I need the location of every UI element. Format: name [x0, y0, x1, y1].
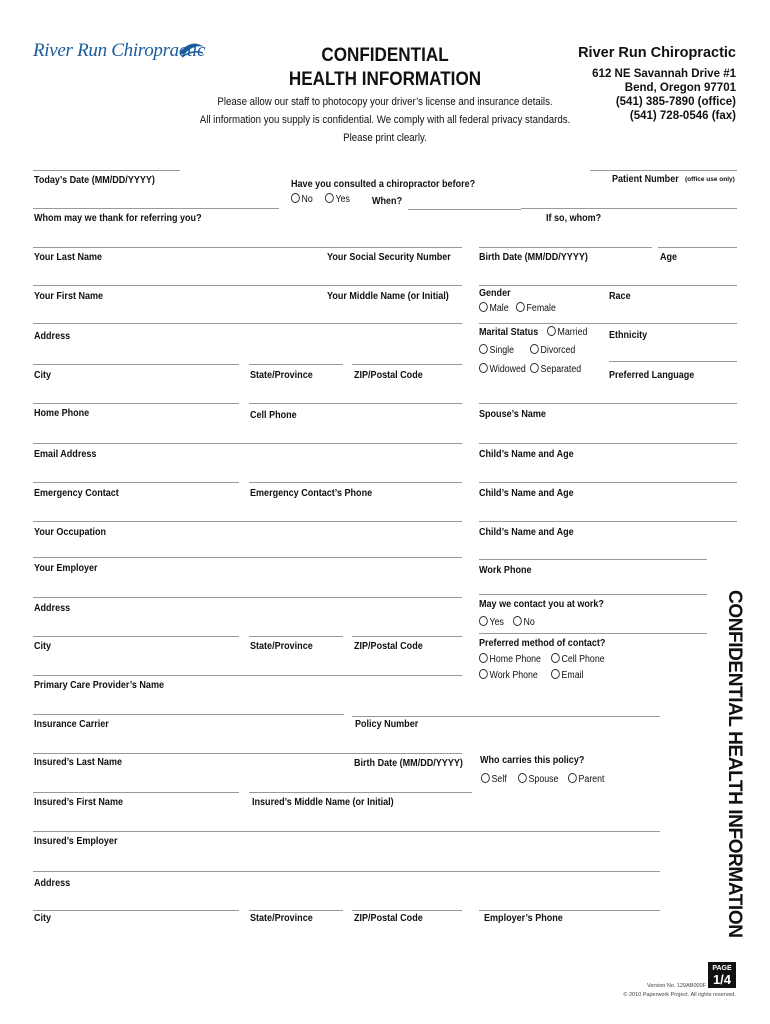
clinic-phone: (541) 385-7890 (office): [615, 96, 736, 108]
marital-status-label: Marital Status: [479, 326, 539, 338]
policy-number-label: Policy Number: [355, 718, 419, 730]
child3-field[interactable]: [479, 521, 737, 522]
spouse-name-field[interactable]: [479, 403, 737, 404]
page-badge: [708, 962, 736, 988]
address-field[interactable]: [33, 323, 462, 324]
emergency-contact-field[interactable]: [33, 482, 239, 483]
birth-date-field[interactable]: [479, 247, 652, 248]
marital-divorced-option[interactable]: Divorced: [530, 344, 575, 356]
radio-circle-icon[interactable]: [551, 653, 560, 663]
insured-zip-label: ZIP/Postal Code: [354, 912, 423, 924]
employer-label: Your Employer: [34, 562, 98, 574]
radio-circle-icon[interactable]: [479, 653, 488, 663]
page-word: PAGE: [712, 965, 732, 972]
radio-circle-icon[interactable]: [518, 773, 527, 783]
cell-phone-field[interactable]: [249, 403, 462, 404]
radio-circle-icon[interactable]: [530, 363, 539, 373]
preferred-language-label: Preferred Language: [609, 369, 695, 381]
clinic-fax: (541) 728-0546 (fax): [629, 110, 736, 122]
who-carries-question: Who carries this policy?: [480, 754, 585, 766]
todays-date-label: Today’s Date (MM/DD/YYYY): [34, 174, 155, 186]
carrier-parent-option[interactable]: Parent: [568, 773, 604, 785]
radio-circle-icon[interactable]: [479, 302, 488, 312]
insurance-carrier-label: Insurance Carrier: [34, 718, 109, 730]
employer-zip-field[interactable]: [352, 636, 462, 637]
spouse-name-label: Spouse’s Name: [479, 408, 546, 420]
insurance-carrier-field[interactable]: [33, 714, 344, 715]
radio-circle-icon[interactable]: [479, 669, 488, 679]
employer-address-label: Address: [34, 602, 71, 614]
logo-swoosh-icon: [178, 41, 206, 61]
referring-label: Whom may we thank for referring you?: [34, 212, 202, 224]
employer-city-label: City: [34, 640, 52, 652]
referring-field[interactable]: [33, 208, 279, 209]
home-phone-label: Home Phone: [34, 407, 90, 419]
todays-date-field[interactable]: [33, 170, 180, 171]
radio-circle-icon[interactable]: [479, 363, 488, 373]
middle-name-label: Your Middle Name (or Initial): [327, 290, 449, 302]
work-phone-label: Work Phone: [479, 564, 532, 576]
child3-label: Child’s Name and Age: [479, 526, 574, 538]
employer-zip-label: ZIP/Postal Code: [354, 640, 423, 652]
radio-circle-icon[interactable]: [551, 669, 560, 679]
patient-number-label: Patient Number: [612, 173, 679, 185]
insured-employer-field[interactable]: [33, 831, 660, 832]
contact-cell-phone-option[interactable]: Cell Phone: [551, 653, 605, 665]
emergency-contact-label: Emergency Contact: [34, 487, 119, 499]
radio-circle-icon[interactable]: [291, 193, 300, 203]
insured-last-name-field[interactable]: [33, 753, 462, 754]
emergency-phone-field[interactable]: [249, 482, 462, 483]
first-name-label: Your First Name: [34, 290, 104, 302]
age-field[interactable]: [658, 247, 737, 248]
contact-work-yes-option[interactable]: Yes: [479, 616, 504, 628]
insured-zip-field[interactable]: [352, 910, 462, 911]
state-label: State/Province: [250, 369, 313, 381]
clinic-logo: River Run Chiropractic: [33, 40, 206, 61]
insured-birth-date-label: Birth Date (MM/DD/YYYY): [354, 757, 463, 769]
city-label: City: [34, 369, 52, 381]
employer-phone-field[interactable]: [479, 910, 660, 911]
child1-label: Child’s Name and Age: [479, 448, 574, 460]
version-note: Version No. 129AB000F: [646, 983, 706, 989]
intro-line2: All information you supply is confidential. We comply with all federal privacy standards.: [199, 114, 571, 126]
first-name-field[interactable]: [33, 285, 462, 286]
cell-phone-label: Cell Phone: [250, 409, 297, 421]
insured-address-label: Address: [34, 877, 71, 889]
if-so-label: If so, whom?: [546, 212, 602, 224]
patient-number-field[interactable]: [590, 170, 737, 171]
form-title-line2: HEALTH INFORMATION: [288, 69, 482, 90]
occupation-field[interactable]: [33, 521, 462, 522]
radio-circle-icon[interactable]: [530, 344, 539, 354]
policy-number-field[interactable]: [352, 716, 660, 717]
intro-line1: Please allow our staff to photocopy your driver’s license and insurance details.: [217, 96, 553, 108]
employer-city-field[interactable]: [33, 636, 239, 637]
contact-at-work-question: May we contact you at work?: [479, 598, 604, 610]
office-use-note: (office use only): [685, 176, 735, 183]
email-label: Email Address: [34, 448, 97, 460]
clinic-city: Bend, Oregon 97701: [624, 82, 736, 94]
contact-work-no-option[interactable]: No: [513, 616, 535, 628]
birth-date-label: Birth Date (MM/DD/YYYY): [479, 251, 588, 263]
marital-ethnicity-divider: [479, 323, 737, 324]
ssn-field[interactable]: [321, 247, 462, 248]
pcp-label: Primary Care Provider’s Name: [34, 679, 165, 691]
preferred-contact-question: Preferred method of contact?: [479, 637, 606, 649]
employer-phone-label: Employer’s Phone: [484, 912, 563, 924]
insured-first-name-label: Insured’s First Name: [34, 796, 123, 808]
marital-separated-option[interactable]: Separated: [530, 363, 581, 375]
child1-field[interactable]: [479, 443, 737, 444]
pcp-field[interactable]: [33, 675, 462, 676]
emergency-phone-label: Emergency Contact’s Phone: [250, 487, 373, 499]
radio-circle-icon[interactable]: [516, 302, 525, 312]
consulted-yes-option[interactable]: Yes: [325, 193, 350, 205]
city-field[interactable]: [33, 364, 239, 365]
marital-married-option[interactable]: Married: [547, 326, 587, 338]
gender-race-divider: [479, 285, 737, 286]
clinic-name: River Run Chiropractic: [578, 45, 736, 61]
consulted-question: Have you consulted a chiropractor before?: [291, 178, 476, 190]
copyright-note: © 2010 Paperwork Project. All rights reserved.: [623, 992, 736, 998]
carrier-spouse-option[interactable]: Spouse: [518, 773, 558, 785]
age-label: Age: [660, 251, 678, 263]
radio-circle-icon[interactable]: [513, 616, 522, 626]
form-title-line1: CONFIDENTIAL: [321, 45, 449, 66]
side-title-text: CONFIDENTIAL HEALTH INFORMATION: [724, 590, 745, 938]
last-name-label: Your Last Name: [34, 251, 103, 263]
insured-address-field[interactable]: [33, 871, 660, 872]
ethnicity-label: Ethnicity: [609, 329, 648, 341]
radio-circle-icon[interactable]: [479, 344, 488, 354]
insured-employer-label: Insured’s Employer: [34, 835, 118, 847]
radio-circle-icon[interactable]: [481, 773, 490, 783]
ssn-label: Your Social Security Number: [327, 251, 451, 263]
home-phone-field[interactable]: [33, 403, 239, 404]
gender-male-option[interactable]: Male: [479, 302, 509, 314]
employer-field[interactable]: [33, 557, 462, 558]
child2-label: Child’s Name and Age: [479, 487, 574, 499]
child2-field[interactable]: [479, 482, 737, 483]
when-field[interactable]: [408, 209, 521, 210]
contact-at-work-divider: [479, 594, 707, 595]
contact-home-phone-option[interactable]: Home Phone: [479, 653, 541, 665]
contact-email-option[interactable]: Email: [551, 669, 584, 681]
clinic-street: 612 NE Savannah Drive #1: [592, 68, 736, 80]
employer-address-field[interactable]: [33, 597, 462, 598]
employer-state-field[interactable]: [249, 636, 343, 637]
employer-state-label: State/Province: [250, 640, 313, 652]
race-label: Race: [609, 290, 631, 302]
insured-state-label: State/Province: [250, 912, 313, 924]
address-label: Address: [34, 330, 71, 342]
contact-work-phone-option[interactable]: Work Phone: [479, 669, 538, 681]
referrer-name-field[interactable]: [521, 208, 737, 209]
zip-label: ZIP/Postal Code: [354, 369, 423, 381]
insured-middle-name-label: Insured’s Middle Name (or Initial): [252, 796, 394, 808]
work-phone-field[interactable]: [479, 559, 707, 560]
occupation-label: Your Occupation: [34, 526, 107, 538]
radio-circle-icon[interactable]: [568, 773, 577, 783]
side-title: [718, 590, 748, 950]
consulted-no-option[interactable]: No: [291, 193, 313, 205]
state-field[interactable]: [249, 364, 343, 365]
insured-state-field[interactable]: [249, 910, 343, 911]
email-field[interactable]: [33, 443, 462, 444]
language-field[interactable]: [609, 361, 737, 362]
insured-city-field[interactable]: [33, 910, 239, 911]
insured-city-label: City: [34, 912, 52, 924]
intro-line3: Please print clearly.: [343, 132, 427, 144]
gender-label: Gender: [479, 287, 511, 299]
carrier-self-option[interactable]: Self: [481, 773, 507, 785]
marital-widowed-option[interactable]: Widowed: [479, 363, 526, 375]
last-name-field[interactable]: [33, 247, 321, 248]
gender-female-option[interactable]: Female: [516, 302, 556, 314]
insured-last-name-label: Insured’s Last Name: [34, 756, 123, 768]
insured-middle-name-field[interactable]: [249, 792, 472, 793]
radio-circle-icon[interactable]: [479, 616, 488, 626]
when-label: When?: [372, 195, 403, 207]
marital-single-option[interactable]: Single: [479, 344, 514, 356]
insured-first-name-field[interactable]: [33, 792, 239, 793]
radio-circle-icon[interactable]: [547, 326, 556, 336]
radio-circle-icon[interactable]: [325, 193, 334, 203]
zip-field[interactable]: [352, 364, 462, 365]
preferred-contact-divider: [479, 633, 707, 634]
page-number: 1/4: [712, 972, 732, 987]
clinic-address-block: [578, 44, 736, 123]
